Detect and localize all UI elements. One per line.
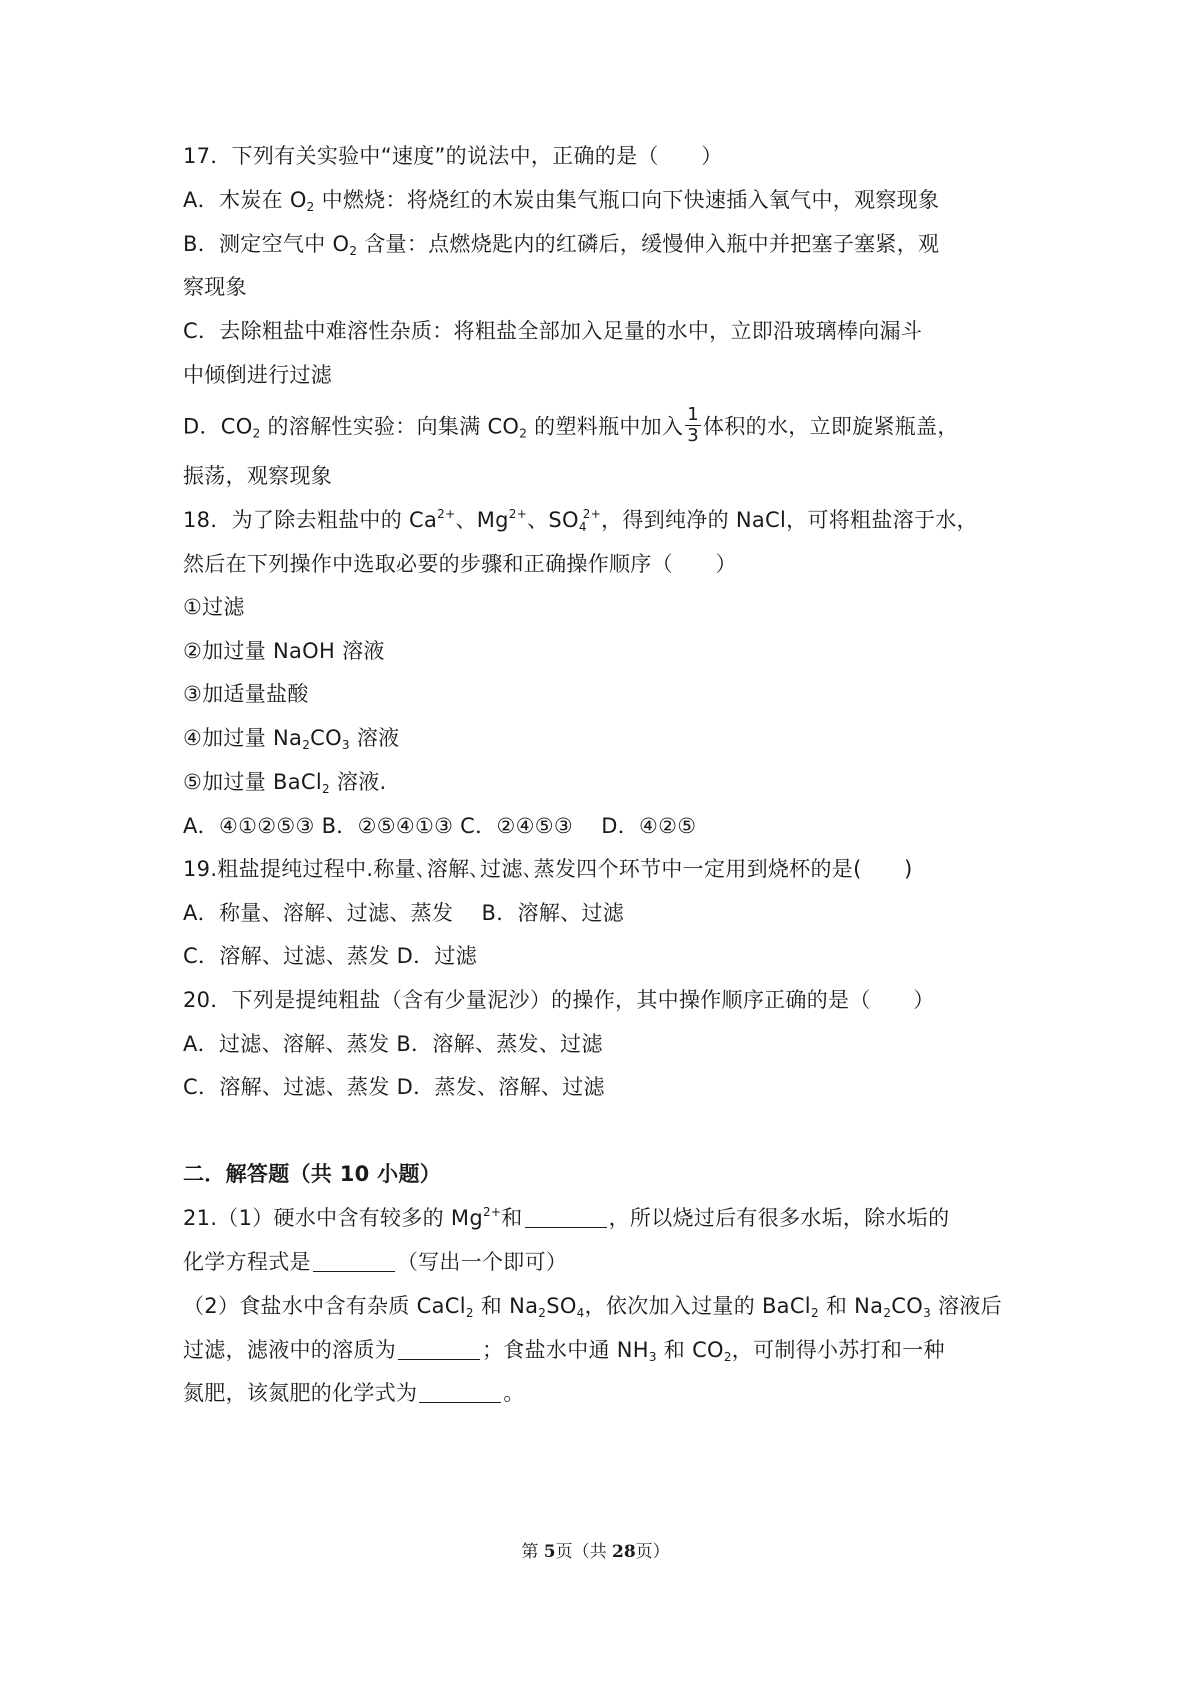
page-footer: 第 5页（共 28页）	[521, 1542, 670, 1562]
q17-stem: 17．下列有关实验中“速度”的说法中，正确的是（ ）	[183, 144, 723, 168]
q19-options-2: C．溶解、过滤、蒸发 D．过滤	[183, 944, 478, 968]
fraction-one-third: $\frac{1}{3}$	[687, 404, 700, 446]
q18-options: A．④①②⑤③ B．②⑤④①③ C．②④⑤③ D．④②⑤	[183, 814, 697, 838]
q17-option-d: D．$CO_2$ 的溶解性实验：向集满 $CO_2$ 的塑料瓶中加入 $\frac{1}{3}$ 体积的水，立即旋紧瓶盖，	[183, 404, 959, 446]
q17-option-c-cont: 中倾倒进行过滤	[183, 363, 333, 387]
q21-line-4: 过滤，滤液中的溶质为 ；食盐水中通 $NH_3$ 和 $CO_2$，可制得小苏打和一种	[183, 1338, 945, 1364]
page-number: 5	[543, 1542, 556, 1562]
q18-step-2: ②加过量 NaOH 溶液	[183, 639, 385, 663]
q18-step-1: ①过滤	[183, 595, 245, 619]
q17-option-b: B．测定空气中 $O_2$ 含量：点燃烧匙内的红磷后，缓慢伸入瓶中并把塞子塞紧，观	[183, 232, 940, 258]
q21-line-2: 化学方程式是 （写出一个即可）	[183, 1250, 568, 1274]
section-heading: 二．解答题（共 10 小题）	[183, 1162, 442, 1186]
q21-line-5: 氮肥，该氮肥的化学式为 。	[183, 1381, 525, 1405]
q21-line-3: （2）食盐水中含有杂质 CaCl$_2$ 和 $Na_2SO_4$，依次加入过量的 BaCl$_2$ 和 $Na_2CO_3$ 溶液后	[183, 1294, 1002, 1320]
q18-stem-cont: 然后在下列操作中选取必要的步骤和正确操作顺序（ ）	[183, 552, 737, 576]
q17-option-d-cont: 振荡，观察现象	[183, 464, 333, 488]
q20-options-2: C．溶解、过滤、蒸发 D．蒸发、溶解、过滤	[183, 1075, 605, 1099]
q21-line-1: 21.（1）硬水中含有较多的 $Mg^{2+}$和 ，所以烧过后有很多水垢，除水垢的	[183, 1205, 950, 1230]
q19-stem: 19.粗盐提纯过程中.称量､溶解､过滤､蒸发四个环节中一定用到烧杯的是( )	[183, 857, 913, 881]
page-total: 28	[611, 1542, 636, 1562]
q20-options-1: A．过滤、溶解、蒸发 B．溶解、蒸发、过滤	[183, 1032, 603, 1056]
q17-option-b-cont: 察现象	[183, 275, 247, 299]
answer-blank[interactable]	[419, 1380, 501, 1403]
q18-step-3: ③加适量盐酸	[183, 682, 309, 706]
answer-blank[interactable]	[313, 1249, 395, 1272]
q18-stem: 18．为了除去粗盐中的 $Ca^{2+}$、$Mg^{2+}$、$SO_4^{2+}$，得到纯净的 NaCl，可将粗盐溶于水，	[183, 507, 978, 534]
answer-blank[interactable]	[398, 1337, 480, 1360]
q18-step-5: ⑤加过量 BaCl$_2$ 溶液.	[183, 770, 387, 796]
q17-option-a: A．木炭在 $O_2$ 中燃烧：将烧红的木炭由集气瓶口向下快速插入氧气中，观察现象	[183, 188, 940, 214]
answer-blank[interactable]	[525, 1205, 607, 1228]
q17-option-c: C．去除粗盐中难溶性杂质：将粗盐全部加入足量的水中，立即沿玻璃棒向漏斗	[183, 319, 923, 343]
q18-step-4: ④加过量 $Na_2CO_3$ 溶液	[183, 726, 400, 752]
q20-stem: 20．下列是提纯粗盐（含有少量泥沙）的操作，其中操作顺序正确的是（ ）	[183, 988, 935, 1012]
q19-options-1: A．称量、溶解、过滤、蒸发 B．溶解、过滤	[183, 901, 625, 925]
